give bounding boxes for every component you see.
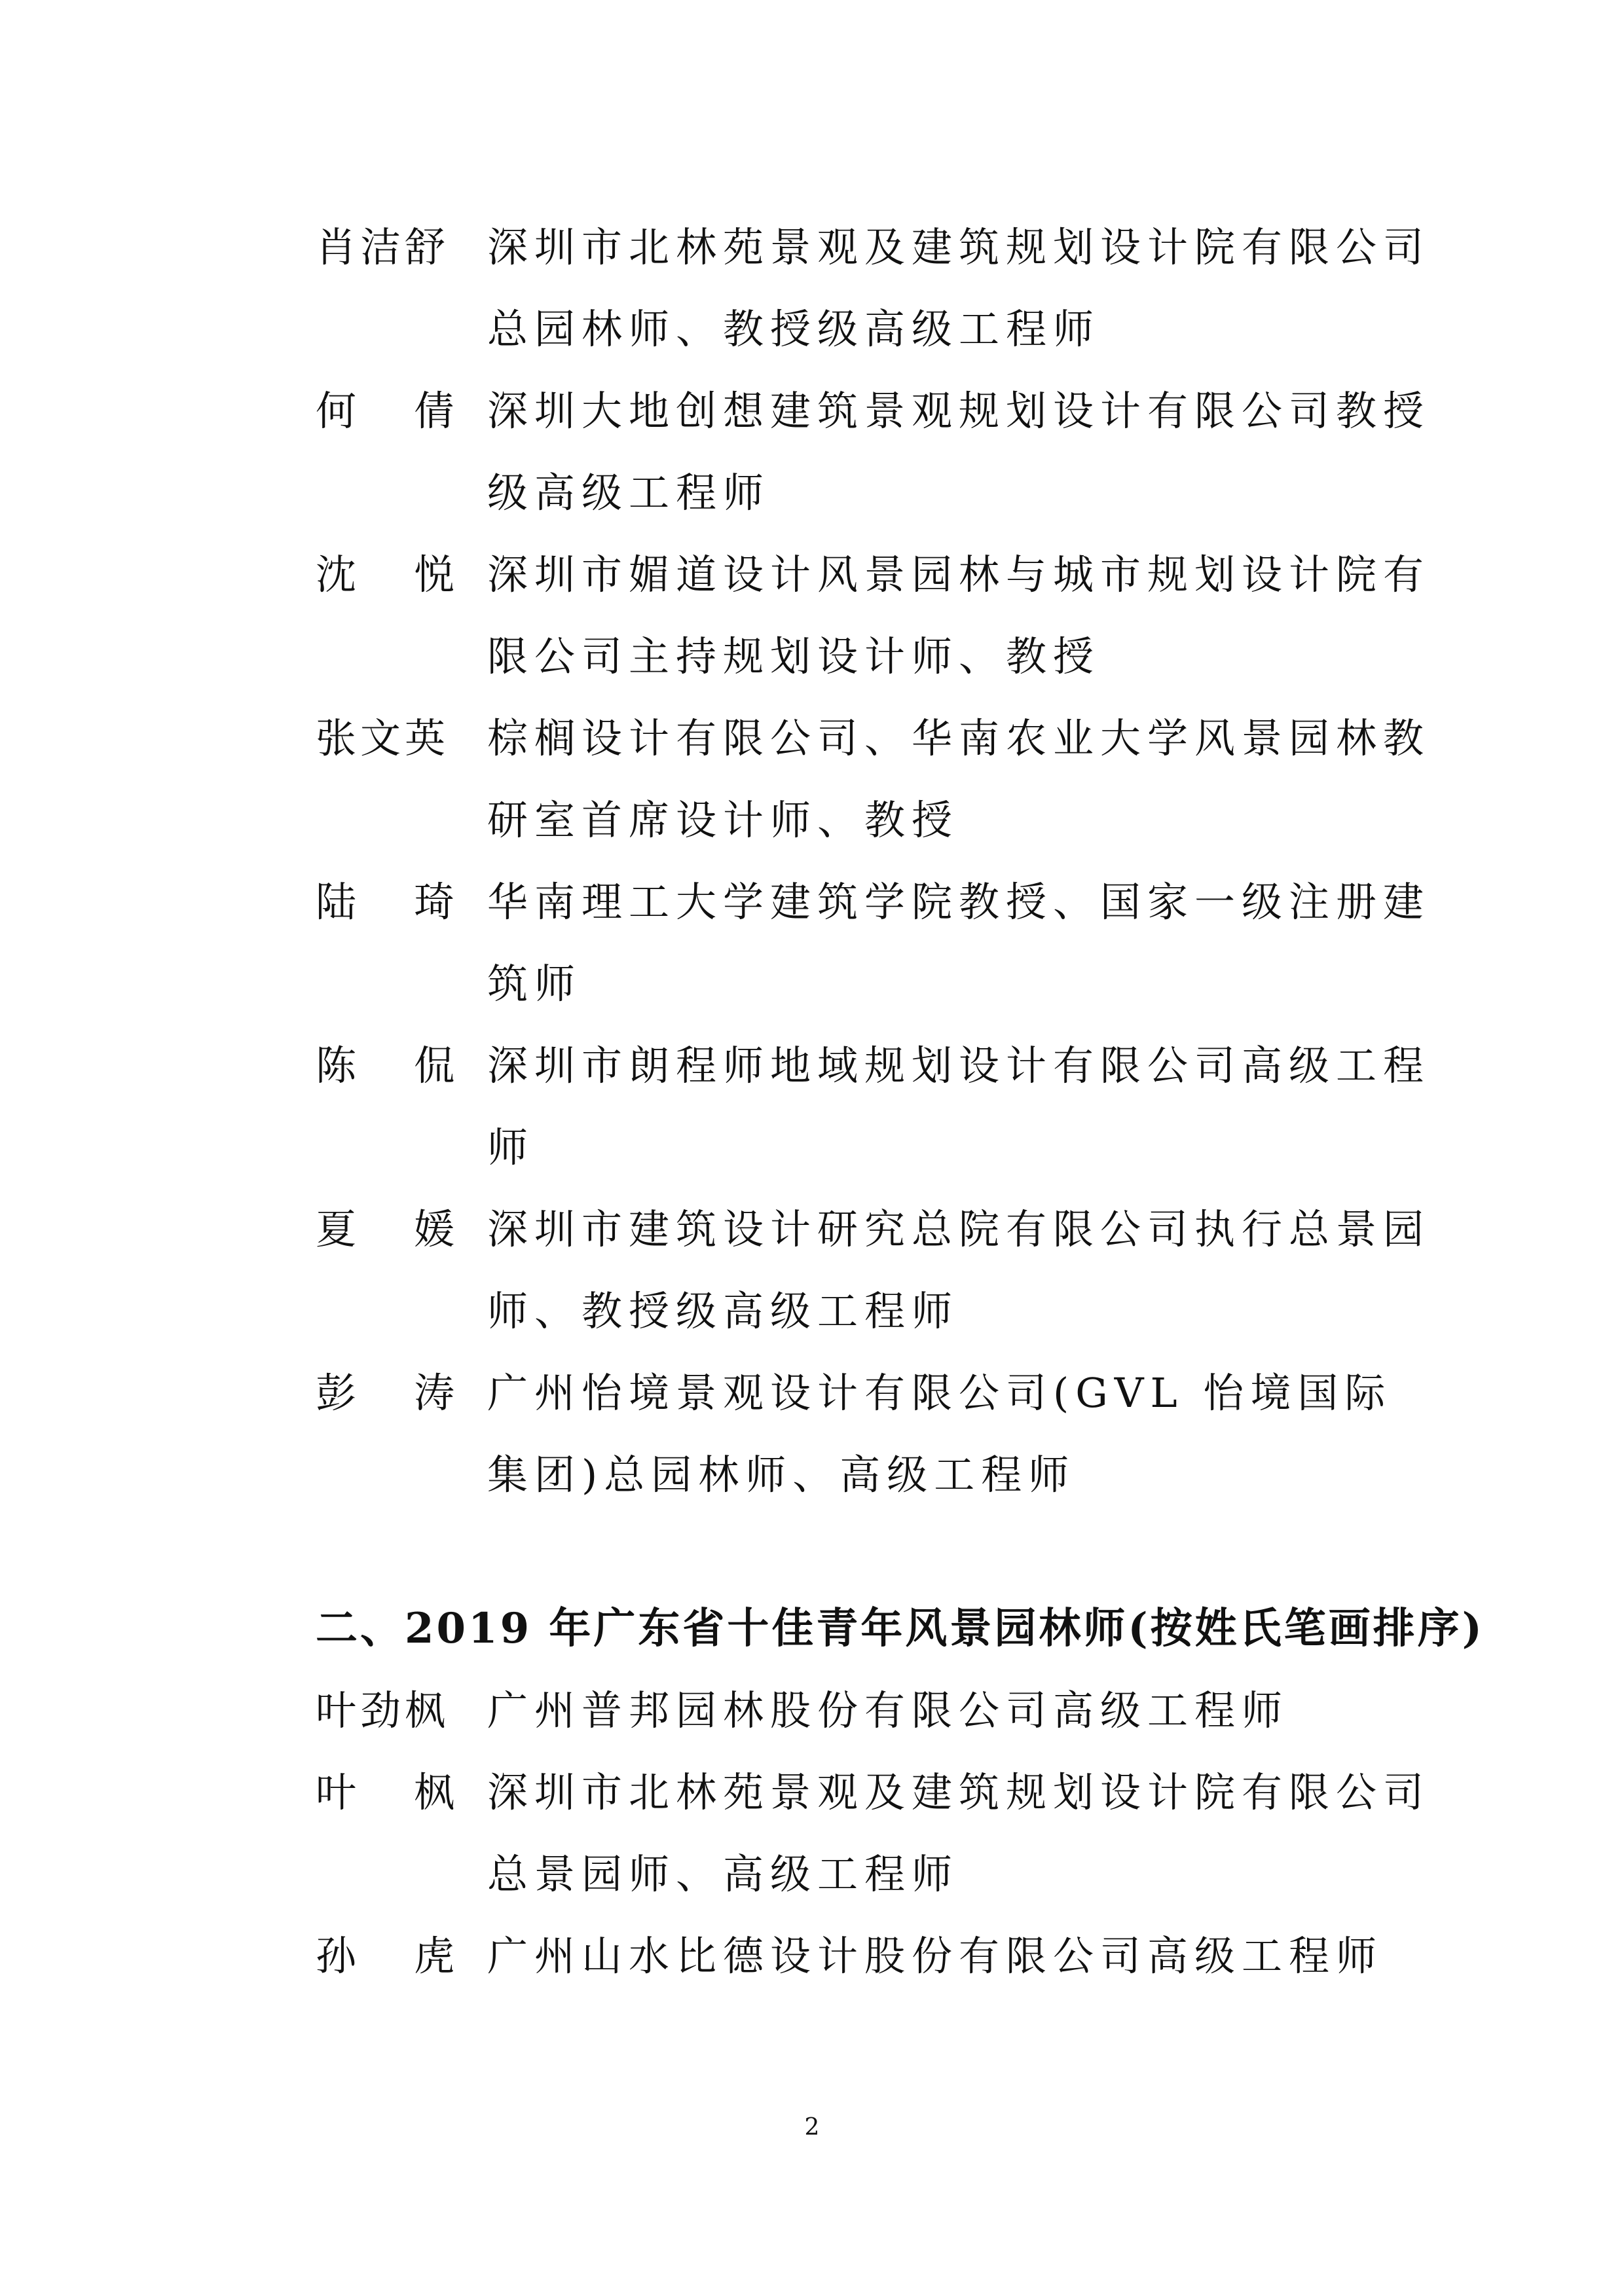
person-name: 陈侃: [316, 1042, 513, 1089]
page-number: 2: [804, 2114, 820, 2141]
person-description: 广州怡境景观设计有限公司(GVL 怡境国际集团)总园林师、高级工程师: [487, 1369, 1392, 1499]
person-name: 陆琦: [316, 878, 513, 926]
person-description: 广州普邦园林股份有限公司高级工程师: [487, 1686, 1289, 1734]
person-name: 张文英: [316, 714, 450, 762]
person-description: 广州山水比德设计股份有限公司高级工程师: [487, 1932, 1384, 1980]
person-description: 深圳市媚道设计风景园林与城市规划设计院有限公司主持规划设计师、教授: [487, 551, 1431, 680]
person-description: 深圳市朗程师地域规划设计有限公司高级工程师: [487, 1042, 1431, 1171]
person-name: 沈悦: [316, 551, 513, 598]
person-description: 深圳市建筑设计研究总院有限公司执行总景园师、教授级高级工程师: [487, 1205, 1431, 1335]
person-name: 叶枫: [316, 1768, 513, 1816]
person-description: 华南理工大学建筑学院教授、国家一级注册建筑师: [487, 878, 1431, 1008]
person-name: 肖洁舒: [316, 223, 450, 271]
person-name: 夏媛: [316, 1205, 513, 1253]
person-name: 孙虎: [316, 1932, 513, 1980]
person-description: 棕榈设计有限公司、华南农业大学风景园林教研室首席设计师、教授: [487, 714, 1431, 844]
person-description: 深圳市北林苑景观及建筑规划设计院有限公司总园林师、教授级高级工程师: [487, 223, 1431, 353]
person-name: 何倩: [316, 387, 513, 435]
person-name: 彭涛: [316, 1369, 513, 1417]
person-name: 叶劲枫: [316, 1686, 450, 1734]
person-description: 深圳市北林苑景观及建筑规划设计院有限公司总景园师、高级工程师: [487, 1768, 1431, 1898]
person-description: 深圳大地创想建筑景观规划设计有限公司教授级高级工程师: [487, 387, 1431, 517]
section-heading: 二、2019 年广东省十佳青年风景园林师(按姓氏笔画排序): [316, 1604, 1485, 1653]
